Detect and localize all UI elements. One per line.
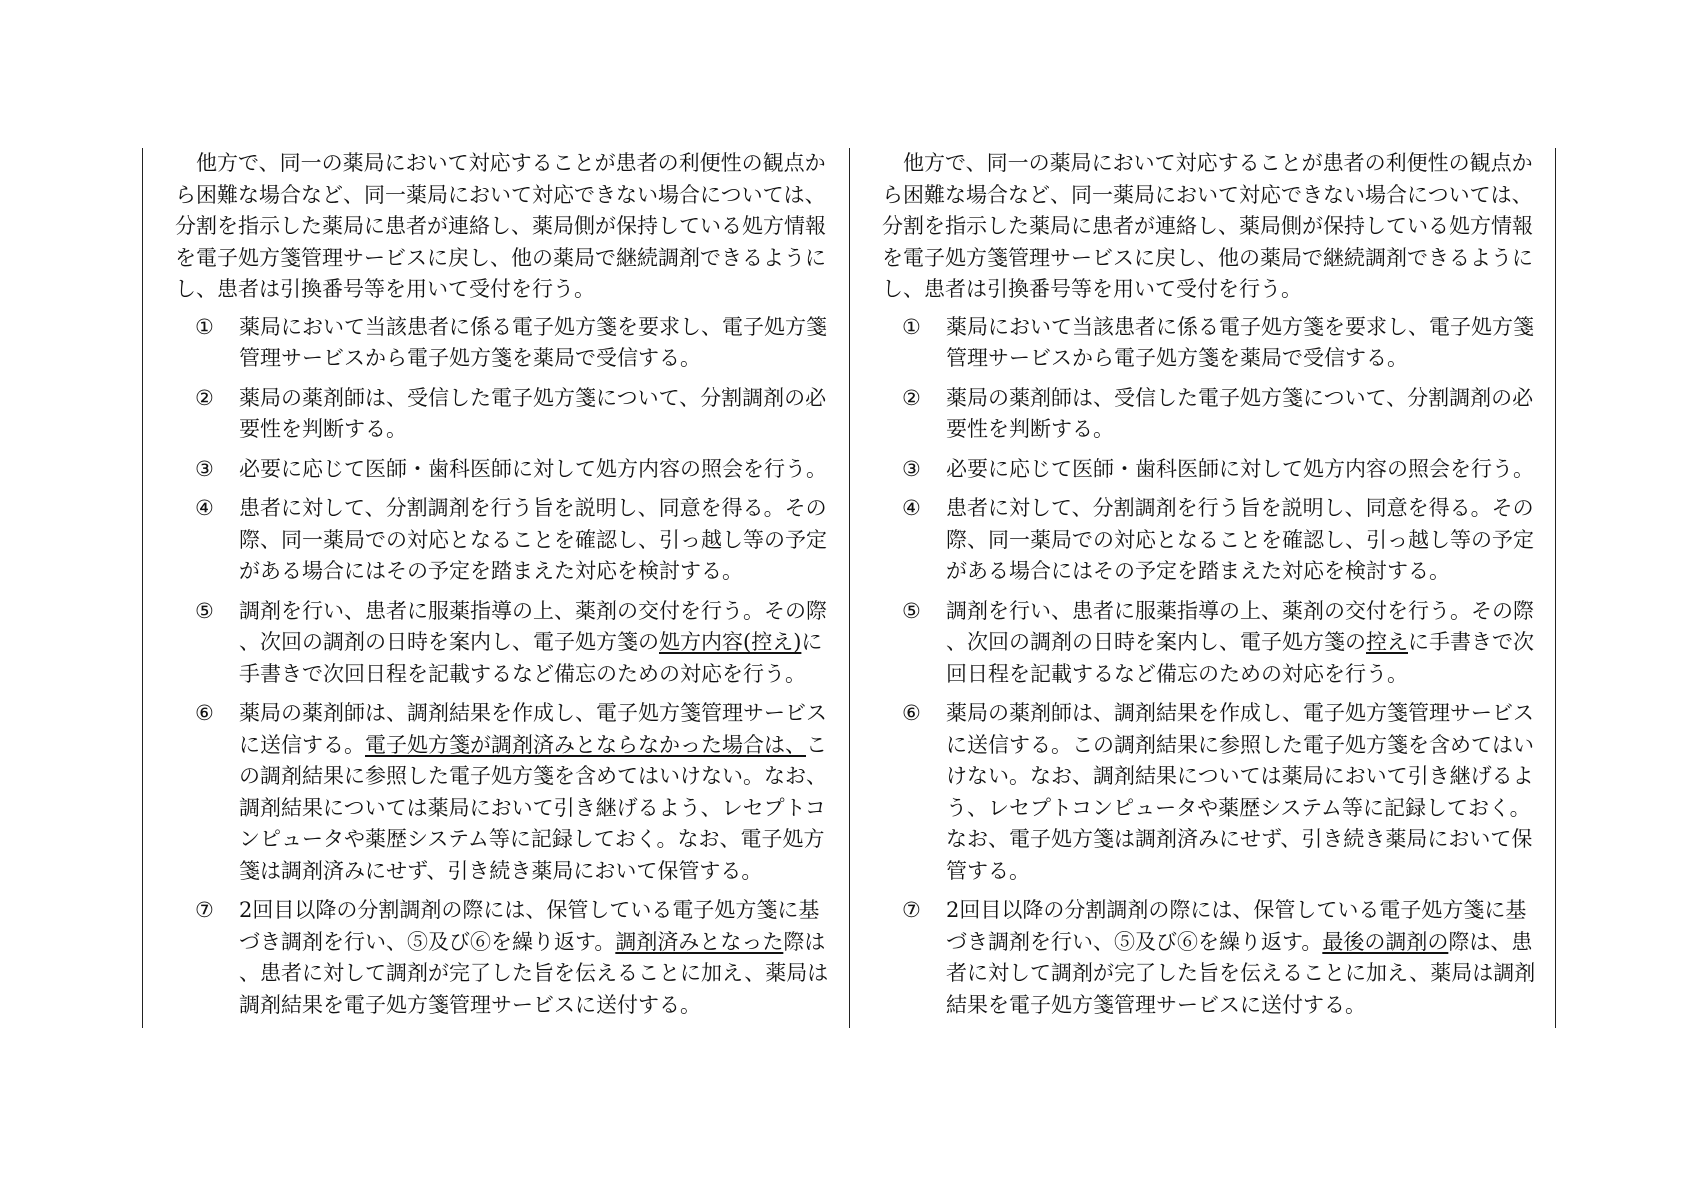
- item-number: ⑦: [195, 898, 214, 922]
- item-text-post: この調剤結果に参照した電子処方箋を含めてはいけない。なお、調剤結果については薬局において引き継げるよう、レセプトコンピュータや薬歴システム等に記録しておく。なお、電子処方箋は調剤済みにせず、引き続き薬局において保管する。: [239, 732, 827, 883]
- item-text: 必要に応じて医師・歯科医師に対して処方内容の照会を行う。: [946, 456, 1534, 481]
- item-text: 薬局において当該患者に係る電子処方箋を要求し、電子処方箋管理サービスから電子処方箋を薬局で受信する。: [239, 314, 827, 370]
- list-item-7: [175, 895, 837, 1021]
- list-item-2: [882, 383, 1544, 446]
- item-text: [946, 596, 1544, 691]
- underlined-revision: 処方内容(控え): [659, 630, 802, 654]
- item-text: 必要に応じて医師・歯科医師に対して処方内容の照会を行う。: [239, 456, 827, 481]
- item-number: ②: [195, 385, 214, 410]
- item-text: 薬局の薬剤師は、調剤結果を作成し、電子処方箋管理サービスに送信する。この調剤結果に参照した電子処方箋を含めてはいけない。なお、調剤結果については薬局において引き継げるよう、レセプトコンピュータや薬歴システム等に記録しておく。なお、電子処方箋は調剤済みにせず、引き続き薬局において保管する。: [946, 701, 1534, 883]
- list-item-5: [882, 596, 1544, 691]
- list-item-4: [882, 493, 1544, 588]
- item-text: 患者に対して、分割調剤を行う旨を説明し、同意を得る。その際、同一薬局での対応となることを確認し、引っ越し等の予定がある場合にはその予定を踏まえた対応を検討する。: [946, 496, 1534, 583]
- item-number: ①: [195, 314, 214, 339]
- item-text-pre: 2回目以降の分割調剤の際には、保管している電子処方箋に基づき調剤を行い、⑤及び⑥を繰り返す。: [239, 898, 820, 954]
- list-item-7: [882, 895, 1544, 1021]
- item-text-post: に手書きで次回日程を記載するなど備忘のための対応を行う。: [946, 630, 1534, 686]
- right-column: [882, 148, 1544, 1021]
- item-text-post: 際は、患者に対して調剤が完了した旨を伝えることに加え、薬局は調剤結果を電子処方箋管理サービスに送付する。: [239, 929, 829, 1017]
- list-item-4: [175, 493, 837, 588]
- list-item-3: [175, 454, 837, 486]
- item-number: ②: [902, 385, 921, 410]
- column-divider-right: [1555, 148, 1556, 1028]
- item-number: ①: [902, 314, 921, 339]
- item-text: 薬局において当該患者に係る電子処方箋を要求し、電子処方箋管理サービスから電子処方箋を薬局で受信する。: [946, 314, 1534, 370]
- item-number: ⑦: [902, 898, 921, 922]
- list-item-1: [882, 312, 1544, 375]
- list-item-2: [175, 383, 837, 446]
- item-number: ④: [195, 496, 214, 520]
- underlined-revision: 電子処方箋が調剤済みとならなかった場合は、: [365, 732, 806, 757]
- item-text-post: に手書きで次回日程を記載するなど備忘のための対応を行う。: [239, 630, 823, 686]
- item-text-post: 際は、患者に対して調剤が完了した旨を伝えることに加え、薬局は調剤結果を電子処方箋管理サービスに送付する。: [946, 929, 1536, 1017]
- item-text-pre: 2回目以降の分割調剤の際には、保管している電子処方箋に基づき調剤を行い、⑤及び⑥を繰り返す。: [946, 898, 1527, 954]
- item-text: [946, 895, 1544, 1021]
- item-text: [239, 895, 837, 1021]
- column-divider-middle: [849, 148, 850, 1028]
- item-number: ⑥: [195, 701, 214, 725]
- item-text: 薬局の薬剤師は、受信した電子処方箋について、分割調剤の必要性を判断する。: [946, 385, 1534, 441]
- list-item-6: [882, 698, 1544, 887]
- list-item-1: [175, 312, 837, 375]
- item-text: [239, 698, 837, 887]
- item-text-pre: 調剤を行い、患者に服薬指導の上、薬剤の交付を行う。その際、次回の調剤の日時を案内し、電子処方箋の: [946, 598, 1534, 654]
- underlined-revision: 調剤済みとなった: [615, 929, 784, 954]
- item-number: ④: [902, 496, 921, 520]
- list-item-6: [175, 698, 837, 887]
- item-number: ③: [902, 456, 921, 481]
- item-text: 患者に対して、分割調剤を行う旨を説明し、同意を得る。その際、同一薬局での対応となることを確認し、引っ越し等の予定がある場合にはその予定を踏まえた対応を検討する。: [239, 496, 827, 583]
- list-item-5: [175, 596, 837, 691]
- column-divider-left: [142, 148, 143, 1028]
- item-number: ③: [195, 456, 214, 481]
- underlined-revision: 最後の調剤の: [1322, 929, 1449, 954]
- item-text-pre: 調剤を行い、患者に服薬指導の上、薬剤の交付を行う。その際、次回の調剤の日時を案内し、電子処方箋の: [239, 598, 827, 654]
- intro-paragraph: 他方で、同一の薬局において対応することが患者の利便性の観点から困難な場合など、同一薬局において対応できない場合については、分割を指示した薬局に患者が連絡し、薬局側が保持している処方情報を電子処方箋管理サービスに戻し、他の薬局で継続調剤できるようにし、患者は引換番号等を用いて受付を行う。: [882, 151, 1533, 301]
- item-text: 薬局の薬剤師は、受信した電子処方箋について、分割調剤の必要性を判断する。: [239, 385, 827, 441]
- intro-paragraph: 他方で、同一の薬局において対応することが患者の利便性の観点から困難な場合など、同一薬局において対応できない場合については、分割を指示した薬局に患者が連絡し、薬局側が保持している処方情報を電子処方箋管理サービスに戻し、他の薬局で継続調剤できるようにし、患者は引換番号等を用いて受付を行う。: [175, 151, 826, 301]
- underlined-revision: 控え: [1366, 630, 1408, 654]
- item-text-pre: 薬局の薬剤師は、調剤結果を作成し、電子処方箋管理サービスに送信する。: [239, 701, 827, 757]
- item-text: [239, 596, 837, 691]
- item-number: ⑤: [902, 598, 921, 623]
- item-number: ⑤: [195, 598, 214, 623]
- item-number: ⑥: [902, 701, 921, 725]
- left-column: [175, 148, 837, 1021]
- list-item-3: [882, 454, 1544, 486]
